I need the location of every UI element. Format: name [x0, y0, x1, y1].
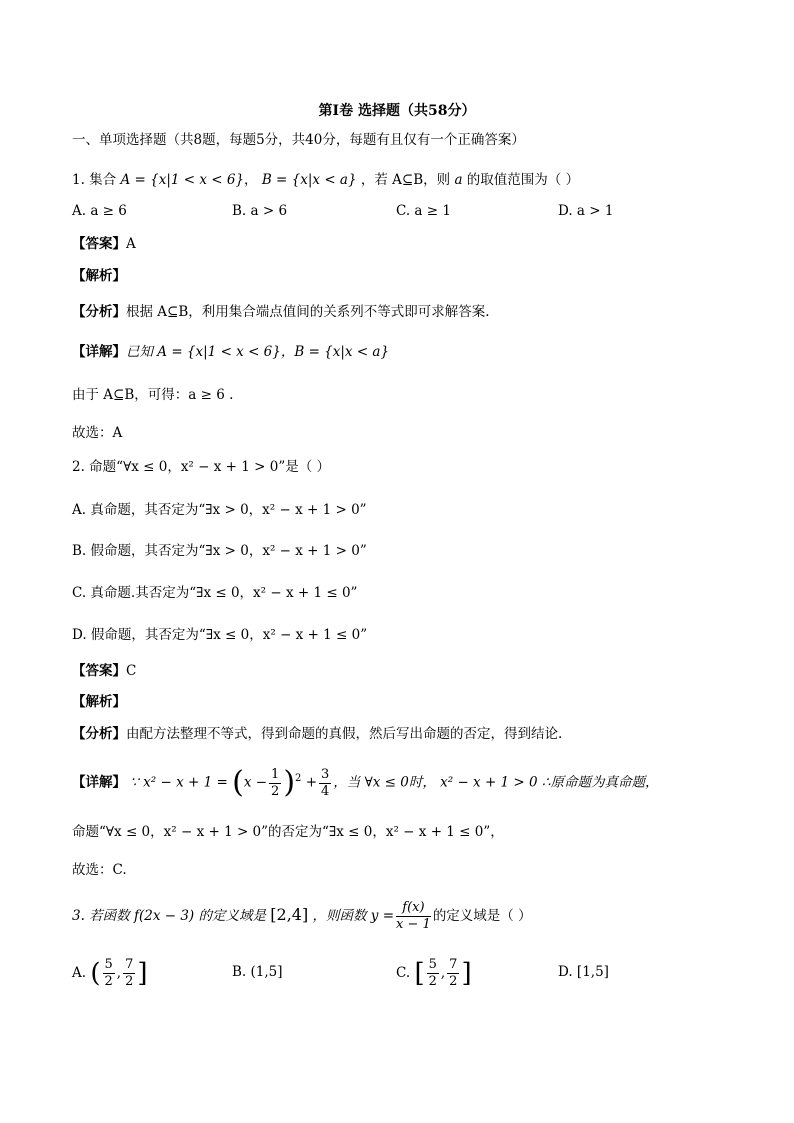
q2-analysis-tag: 【解析】	[72, 694, 126, 710]
q1-condition: ，若 A⊆B，则	[360, 172, 451, 188]
q2-xiangjie-b: ，当 ∀x ≤ 0时， x² − x + 1 > 0 ∴原命题为真命题，	[333, 774, 659, 791]
q1-sep: ，	[244, 172, 258, 188]
q1-choose: 故选：A	[72, 425, 123, 441]
q1-number: 1. 集合	[72, 172, 117, 188]
answer-tag: 【答案】	[72, 663, 126, 679]
q2-option-d: D. 假命题，其否定为“∃x ≤ 0，x² − x + 1 ≤ 0”	[72, 627, 368, 643]
q2-option-c: C. 真命题.其否定为“∃x ≤ 0，x² − x + 1 ≤ 0”	[72, 585, 358, 601]
q1-var: a	[454, 172, 463, 188]
q3-stem-a: 3. 若函数 f(2x − 3) 的定义域是	[72, 908, 266, 924]
q1-xiangjie	[72, 342, 389, 362]
q1-fenxi-text: 根据 A⊆B，利用集合端点值间的关系列不等式即可求解答案.	[126, 304, 490, 320]
answer-tag: 【答案】	[72, 236, 126, 252]
q2-fenxi	[72, 724, 562, 744]
q1-answer	[72, 234, 136, 254]
right-paren: )	[283, 765, 296, 800]
xiangjie-tag: 【详解】	[72, 774, 126, 791]
fenxi-tag: 【分析】	[72, 726, 126, 742]
q3-domain: [2,4]	[270, 905, 309, 924]
q3-option-d: D. [1,5]	[558, 964, 609, 980]
q3-option-b: B. (1,5]	[232, 964, 283, 980]
q2-xiangjie	[72, 761, 659, 801]
q2-negation: 命题“∀x ≤ 0，x² − x + 1 > 0”的否定为“∃x ≤ 0，x² − x + 1 ≤ 0”，	[72, 824, 504, 840]
q1-stem	[72, 170, 579, 190]
fraction-three-quarters: $\frac{3}{4}$	[321, 766, 330, 799]
q2-paren-inner: x −	[243, 774, 268, 791]
q1-analysis-tag: 【解析】	[72, 268, 126, 284]
q1-option-a: A. a ≥ 6	[72, 203, 127, 219]
fenxi-tag: 【分析】	[72, 304, 126, 320]
square-exponent: 2	[295, 773, 302, 784]
q1-set-a: A = {x|1 < x < 6}	[120, 172, 245, 188]
q1-xiangjie-text: 已知 A = {x|1 < x < 6}，B = {x|x < a}	[126, 344, 390, 360]
q2-option-a: A. 真命题，其否定为“∃x > 0，x² − x + 1 > 0”	[72, 502, 367, 518]
q2-answer-value: C	[126, 663, 137, 679]
q2-answer	[72, 661, 136, 681]
q1-option-b: B. a > 6	[232, 203, 288, 219]
q1-set-b: B = {x|x < a}	[261, 172, 357, 188]
q3-stem-b: ，则函数 y =	[312, 908, 395, 924]
q1-step: 由于 A⊆B，可得：a ≥ 6 .	[72, 387, 234, 403]
left-paren: (	[232, 765, 244, 800]
q3-option-a: A. ( $\frac{5}{2}$ , $\frac{7}{2}$ ]	[72, 957, 148, 989]
page-title: 第Ⅰ卷 选择题（共58分）	[318, 103, 476, 119]
q1-fenxi	[72, 302, 490, 322]
q2-fenxi-text: 由配方法整理不等式，得到命题的真假，然后写出命题的否定，得到结论.	[126, 726, 563, 742]
q3-stem-c: 的定义域是（ ）	[432, 908, 532, 924]
q1-option-d: D. a > 1	[558, 203, 614, 219]
plus-sign: +	[305, 774, 318, 791]
q2-stem: 2. 命题“∀x ≤ 0，x² − x + 1 > 0”是（ ）	[72, 459, 331, 475]
q2-choose: 故选：C.	[72, 862, 127, 878]
fraction-half: $\frac{1}{2}$	[271, 766, 280, 799]
q3-stem	[72, 897, 532, 934]
section-heading: 一、单项选择题（共8题，每题5分，共40分，每题有且仅有一个正确答案）	[72, 132, 525, 148]
q3-option-c: C. [ $\frac{5}{2}$ , $\frac{7}{2}$ ]	[396, 957, 472, 989]
q2-option-b: B. 假命题，其否定为“∃x > 0，x² − x + 1 > 0”	[72, 543, 367, 559]
xiangjie-tag: 【详解】	[72, 344, 126, 360]
q2-xiangjie-a: ∵ x² − x + 1 =	[130, 774, 228, 791]
q1-answer-value: A	[126, 236, 136, 252]
q1-tail: 的取值范围为（ ）	[466, 172, 580, 188]
q3-function-fraction: $\frac{f(x)}{x - 1}$	[396, 900, 431, 932]
q1-option-c: C. a ≥ 1	[396, 203, 451, 219]
